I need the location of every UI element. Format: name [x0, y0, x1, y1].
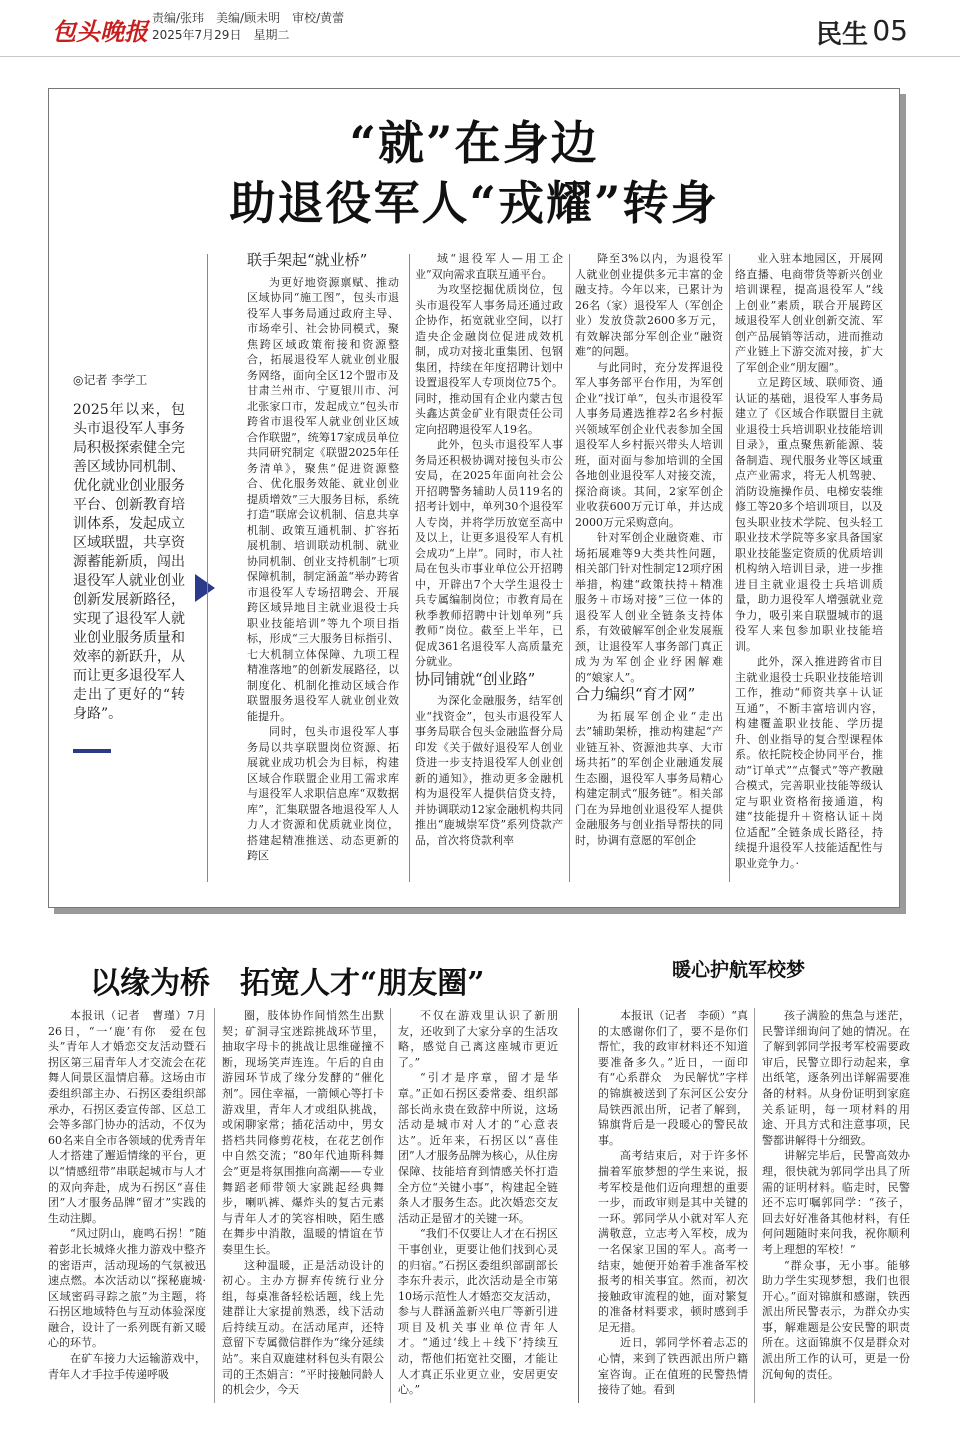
section-name: 民生: [815, 20, 868, 50]
paragraph: 立足跨区域、联师资、通认证的基础，退役军人事务局建立了《区域合作联盟目主就业退役士兵培训职业技能培训目录》，重点聚焦新能源、装备制造、现代服务业等区域重点产业需求，将无人机驾驶、消防设施操作员、电梯安装维修工等20多个培训项目，以及包头职业技术学院、包头轻工职业技术学院等多家具备国家职业技能鉴定资质的优质培训机构纳入培训目录，进一步推进目主就业退役士兵培训质量，助力退役军人增强就业竞争力，吸引来自联盟城市的退役军人来包参加职业技能培训。: [735, 376, 883, 653]
page-number: 05: [872, 14, 908, 47]
paragraph: 为深化金融服务，结军创业“找资金”，包头市退役军人事务局联合包头金融监督分局印发《关于做好退役军人创业贷进一步支持退役军人创业创新的通知》，推动更多金融机构为退役军人提供信贷支持，并协调联动12家金融机构共同推出“鹿城崇军贷”系列贷款产品，首次将贷款利率: [415, 694, 563, 847]
paragraph: 本报讯（记者 李硕）“真的太感谢你们了，要不是你们帮忙，我的政审材料还不知道要准备多久。”近日，一面印有“心系群众 为民解忧”字样的锦旗被送到了东河区公安分局铁西派出所，记者了解到，锦旗背后是一段暖心的警民故事。: [598, 1009, 748, 1147]
page-header: [0, 0, 960, 57]
right-story-title: 暖心护航军校梦: [672, 959, 806, 981]
right-story-column-1: [598, 1008, 748, 1408]
paragraph: 降至3%以内，为退役军人就业创业提供多元丰富的金融支持。今年以来，已累计为26名（家）退役军人（军创企业）发放贷款2600多万元，有效解决部分军创企业“融资难”的问题。: [575, 252, 723, 358]
main-byline: ◎记者 李学工: [73, 373, 148, 387]
paragraph: 讲解完毕后，民警高效办理，很快就为郭同学出具了所需的证明材料。临走时，民警还不忘叮嘱郭同学：“孩子，回去好好准备其他材料，有任何问题随时来问我，祝你顺利考上理想的军校！”: [762, 1149, 910, 1256]
paragraph: 此外，包头市退役军人事务局还积极协调对接包头市公安局，在2025年面向社会公开招聘警务辅助人员119名的招考计划中，单列30个退役军人专岗，并将学历放宽至高中及以上，让更多退役军人有机会成功“上岸”。同时，市人社局在包头市事业单位公开招聘中，开辟出7个大学生退役士兵专属编制岗位；市教育局在秋季教师招聘中计划单列“兵教师”岗位。截至上半年，已促成361名退役军人高质量充分就业。: [415, 438, 563, 668]
paragraph: “引才是序章，留才是华章。”正如石拐区委常委、组织部部长尚永贵在致辞中所说，这场活动是城市对人才的“心意表达”。近年来，石拐区以“喜佳团”人才服务品牌为核心，从住房保障、技能培育到情感关怀打造全方位“关键小事”，构建起全链条人才服务生态。此次婚恋交友活动正是留才的关键一环。: [398, 1071, 558, 1225]
paragraph: 为更好地资源禀赋、推动区域协同“施工图”，包头市退役军人事务局通过政府主导、市场牵引、社会协同模式，聚焦跨区域政策衔接和资源整合，拓展退役军人就业创业服务网络，面向全区12个盟市及甘肃兰州市、宁夏银川市、河北张家口市，发起成立“包头市跨省市退役军人就业创业区域合作联盟”，统筹17家成员单位共同研究制定《联盟2025年任务清单》，聚焦“促进资源整合、优化服务效能、就业创业提质增效”三大服务目标，系统打造“联席会议机制、信息共享机制、政策互通机制、扩容拓展机制、培训联动机制、就业协同机制、创业支持机制”七项保障机制，制定涵盖“举办跨省市退役军人专场招聘会、开展跨区域异地目主就业退役士兵职业技能培训”等九个项目指标，形成“三大服务目标指引、七大机制立体保障、九项工程精准落地”的创新发展路径，以制度化、机制化推动区域合作联盟服务退役军人就业创业效能提升。: [247, 275, 399, 723]
column-divider: [754, 1008, 755, 1403]
subhead-training: 合力编织“育才网”: [575, 685, 696, 703]
paragraph: 这种温暖，正是活动设计的初心。主办方摒弃传统行业分组，每桌准备轻松话题，线上先建群让大家提前熟悉，线下活动后持续互动。在活动尾声，还特意留下专属微信群作为“缘分延续站”。来自双鹿建材科包头有限公司的王杰娟言：“平时接触同龄人的机会少，今天: [222, 1258, 384, 1397]
column-divider: [390, 1008, 391, 1403]
paragraph: 高考结束后，对于许多怀揣着军旅梦想的学生来说，报考军校是他们迈向理想的重要一步，而政审则是其中关键的一环。郭同学从小就对军人充满敬意，立志考入军校，成为一名保家卫国的军人。高考一结束，她便开始着手准备军校报考的相关事宜。然而，初次接触政审流程的她，面对繁复的准备材料要求，顿时感到手足无措。: [598, 1149, 748, 1334]
paragraph: 为拓展军创企业“走出去”辅助架桥，推动构建起“产业链互补、资源池共享、大市场共拓”的军创企业融通发展生态圈，退役军人事务局精心构建定制式“服务链”。相关部门在为异地创业退役军人提供金融服务与创业指导帮扶的同时，协调有意愿的军创企: [575, 709, 723, 847]
column-divider: [729, 254, 730, 882]
right-story-column-2: [762, 1008, 910, 1408]
paragraph: 与此同时，充分发挥退役军人事务部平台作用，为军创企业“找订单”，包头市退役军人事务局遴选推荐2名乡村振兴领域军创企业代表参加全国退役军人乡村振兴带头人培训班，面对面与参加培训的全国各地创业退役军人对接交流，探洽商谈。其间，2家军创企业收获600万元订单，并达成2000万元采购意向。: [575, 360, 723, 529]
left-story-column-3: [398, 1008, 558, 1408]
subhead-entrepreneurship: 协同铺就“创业路”: [415, 669, 536, 688]
paragraph: 在矿车接力大运输游戏中，青年人才手拉手传递呼吸: [48, 1352, 206, 1381]
paragraph: 此外，深入推进跨省市目主就业退役士兵职业技能培训工作，推动“师资共享＋认证互通”，不断丰富培训内容，构建覆盖职业技能、学历提升、创业指导的复合型课程体系。依托院校企协同平台，推动“订单式”“点餐式”等产教融合模式，完善职业技能等级认定与职业资格衔接通道，构建“技能提升＋资格认证＋岗位适配”全链条成长路径，持续提升退役军人技能适配性与职业竞争力。·: [735, 655, 883, 870]
main-lead: 2025年以来，包头市退役军人事务局积极探索健全完善区域协同机制、优化就业创业服务平台、创新教育培训体系，发起成立区域联盟，共享资源蓄能新质，闯出退役军人就业创业创新发展新路径，实现了退役军人就业创业服务质量和效率的新跃升，从而让更多退役军人走出了更好的“转身路”。: [73, 402, 185, 722]
editor-credits: 责编/张玮 美编/顾未明 审校/黄蕾: [152, 11, 345, 25]
newspaper-logo: 包头晚报: [52, 17, 148, 46]
main-column-4: [735, 251, 883, 891]
main-title-line1: “就”在身边: [349, 116, 599, 170]
subhead-employment: 联手架起“就业桥”: [247, 251, 368, 269]
main-column-1: [247, 251, 399, 891]
paragraph: 针对军创企业融资难、市场拓展难等9大类共性问题，相关部门针对性制定12项疗困举措，构建“政策扶持＋精准服务＋市场对接”三位一体的退役军人创业全链条支持体系，有效破解军创企业发展瓶颈，让退役军人事务部门真正成为为军创企业纾困解难的“娘家人”。: [575, 531, 723, 684]
arrow-icon: [195, 574, 215, 602]
main-article-box: [48, 88, 900, 908]
paragraph: “我们不仅要让人才在石拐区干事创业，更要让他们找到心灵的归宿。”石拐区委组织部副部长李东升表示，此次活动是全市第10场示范性人才婚恋交友活动，参与人群涵盖新兴电厂等新引进项目及机关事业单位青年人才。“通过‘线上＋线下’持续互动，帮他们拓宽社交圈，才能让人才真正乐业更立业，安居更安心。”: [398, 1227, 558, 1397]
column-divider: [207, 254, 208, 882]
main-column-2: [415, 251, 563, 891]
paragraph: 为攻坚挖掘优质岗位，包头市退役军人事务局还通过政企协作，拓宽就业空间，以打造央企金融岗位促进成效机制，成功对接北重集团、包钢集团，持续在年度招聘计划中设置退役军人专项岗位75个。同时，推动国有企业内蒙古包头鑫达黄金矿业有限责任公司定向招聘退役军人19名。: [415, 283, 563, 436]
story-divider: [578, 1008, 579, 1403]
column-divider: [569, 254, 570, 882]
lead-rule: [73, 749, 111, 753]
paragraph: 圈，肢体协作间悄然生出默契；矿洞寻宝迷踪挑战环节里，抽取字母卡的挑战让思维碰撞不断，现场笑声连连。午后的自由游园环节成了缘分发酵的“催化剂”。园住幸福，一箭倾心等打卡游戏里，青年人才或组队挑战，或闲聊家常；插花活动中，男女搭档共同修剪花枝，在花艺创作中自然交流；“80年代迪斯科舞会”更是将氛围推向高潮——专业舞蹈老师带领大家跳起经典舞步，喇叭裤、爆炸头的复古元素与青年人才的笑容相映，陌生感在舞步中消散，温暖的情谊在节奏里生长。: [222, 1009, 384, 1256]
paragraph: “风过阴山，鹿鸣石拐！”随着彭北长城烽火推力游戏中整齐的密语声，活动现场的气氛被迅速点燃。本次活动以“探秘鹿城·区域密码寻踪之旅”为主题，将石拐区地域特色与互动体验深度融合，设计了一系列既有新又暖心的环节。: [48, 1227, 206, 1350]
left-story-title: 以缘为桥 拓宽人才“朋友圈”: [90, 966, 485, 1001]
paragraph: 不仅在游戏里认识了新朋友，还收到了大家分享的生活攻略，感觉自己离这座城市更近了。”: [398, 1009, 558, 1069]
column-divider: [214, 1008, 215, 1403]
main-column-3: [575, 251, 723, 891]
paragraph: 本报讯（记者 曹瑾）7月26日，“一‘鹿’有你 爱在包头”青年人才婚恋交友活动暨石拐区第三届青年人才交流会在花舞人间景区温情启幕。这场由市委组织部主办、石拐区委组织部承办，石拐区委宣传部、区总工会等多部门协办的活动，不仅为60名来自全市各领域的优秀青年人才搭建了邂逅情缘的平台，更以“情感纽带”串联起城市与人才的双向奔赴，成为石拐区“喜佳团”人才服务品牌“留才”实践的生动注脚。: [48, 1009, 206, 1225]
left-story-column-1: [48, 1008, 206, 1408]
paragraph: 孩子满脸的焦急与迷茫，民警详细询问了她的情况。在了解到郭同学报考军校需要政审后，民警立即行动起来，拿出纸笔，逐条列出详解需要准备的材料。从身份证明到家庭关系证明，每一项材料的用途、开具方式和注意事项，民警都讲解得十分细致。: [762, 1009, 910, 1147]
paragraph: “群众事，无小事。能够助力学生实现梦想，我们也很开心。”面对锦旗和感谢，铁西派出所民警表示，为群众办实事，解难题是公安民警的职责所在。这面锦旗不仅是群众对派出所工作的认可，更是一份沉甸甸的责任。: [762, 1258, 910, 1381]
header-credits: [152, 10, 344, 44]
issue-date: 2025年7月29日 星期二: [152, 28, 290, 42]
paragraph: 域“退役军人—用工企业”双向需求直联互通平台。: [415, 252, 563, 281]
paragraph: 业入驻本地园区，开展网络直播、电商带货等新兴创业培训课程，提高退役军人“线上创业”素质，联合开展跨区域退役军人创业创新交流、军创产品展销等活动，进而推动产业链上下游交流对接，扩大了军创企业“朋友圈”。: [735, 252, 883, 374]
column-divider: [409, 254, 410, 882]
paragraph: 同时，包头市退役军人事务局以共享联盟岗位资源、拓展就业成功机会为目标，构建区域合作联盟企业用工需求库与退役军人求职信息库“双数据库”，汇集联盟各地退役军人人力人才资源和优质就业岗位，搭建起精准推送、动态更新的跨区: [247, 725, 399, 862]
paragraph: 近日，郭同学怀着忐忑的心情，来到了铁西派出所户籍室咨询。正在值班的民警热情接待了她。看到: [598, 1336, 748, 1397]
left-story-column-2: [222, 1008, 384, 1408]
main-title-line2: 助退役军人“戎耀”转身: [229, 176, 719, 230]
